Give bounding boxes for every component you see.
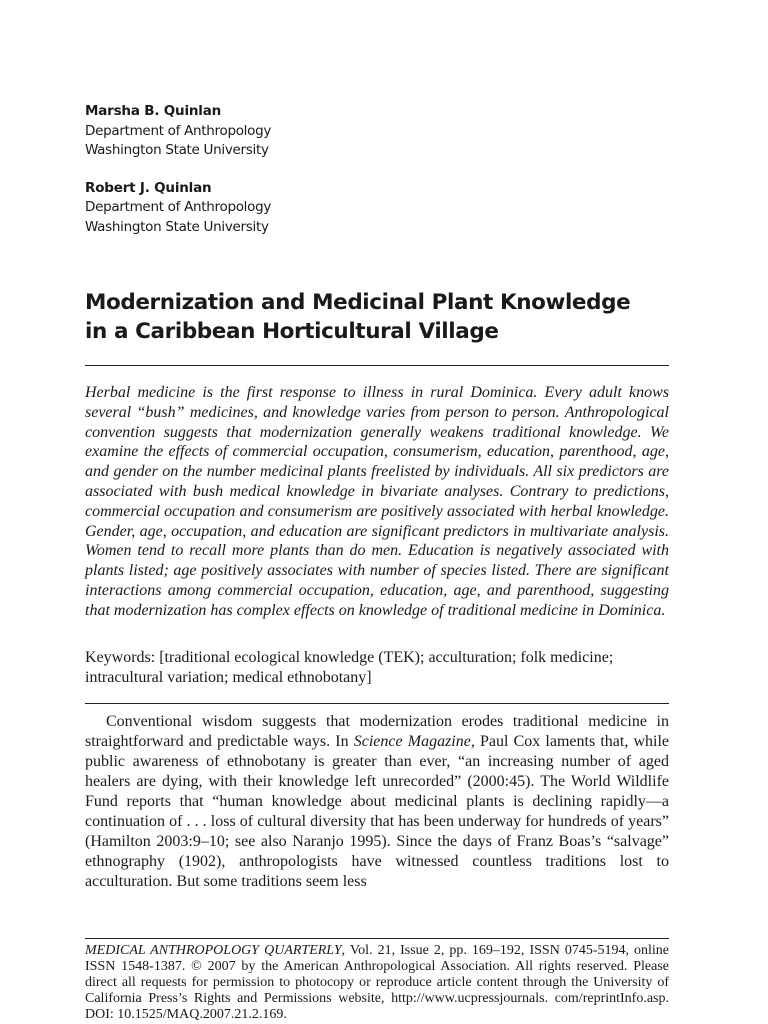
body-text-part-2: Paul Cox laments that, while public awareness of ethnobotany is greater than ever, “an increasing number of aged healers are dying, with their knowledge left unrecorded” (2000:45). The World Wildlife Fund reports that “human knowledge about medicinal plants is declining rapidly—a continuation of . . . loss of cultural diversity that has been underway for hundreds of years” (Hamilton 2003:9–10; see also Naranjo 1995). Since the days of Franz Boas’s “salvage” ethnography (1902), anthropologists have witnessed countless traditions lost to acculturation. But some traditions seem less (85, 733, 670, 890)
article-title (85, 288, 670, 346)
author-department: Department of Anthropology (85, 122, 272, 139)
footer-divider (85, 938, 669, 939)
abstract: Herbal medicine is the first response to illness in rural Dominica. Every adult knows several “bush” medicines, and knowledge varies from person to person. Anthropological convention suggests that modernization generally weakens traditional knowledge. We examine the effects of commercial occupation, consumerism, education, parenthood, age, and gender on the number medicinal plants freelisted by individuals. All six predictors are associated with bush medical knowledge in bivariate analyses. Contrary to predictions, commercial occupation and consumerism are positively associated with herbal knowledge. Gender, age, occupation, and education are significant predictors in multivariate analysis. Women tend to recall more plants than do men. Education is negatively associated with plants listed; age positively associates with number of species listed. There are significant interactions among commercial occupation, education, age, and parenthood, suggesting that modernization has complex effects on knowledge of traditional medicine in Dominica. (85, 384, 669, 619)
article-title-line-2: in a Caribbean Horticultural Village (85, 319, 499, 344)
keywords: Keywords: [traditional ecological knowledge (TEK); acculturation; folk medicine; intracultural variation; medical ethnobotany] (85, 649, 614, 686)
author-name: Marsha B. Quinlan (85, 103, 222, 119)
author-block (85, 179, 670, 238)
title-divider (85, 365, 669, 366)
author-institution: Washington State University (85, 142, 269, 158)
journal-name: MEDICAL ANTHROPOLOGY QUARTERLY (85, 943, 342, 958)
citation-details: , Vol. 21, Issue 2, pp. 169–192, ISSN 0745-5194, online ISSN 1548-1387. © 2007 by the American Anthropological Association. All rights reserved. Please direct all requests for permission to photocopy or reproduce article content through the University of California Press’s Rights and Permissions website, http://www.ucpressjournals. com/reprintInfo.asp. DOI: 10.1525/MAQ.2007.21.2.169. (85, 943, 669, 1022)
author-block (85, 102, 670, 161)
article-title-line-1: Modernization and Medicinal Plant Knowledge (85, 290, 631, 315)
body-text-part-1: Conventional wisdom suggests that modernization erodes traditional medicine in straightforward and predictable ways. In (85, 713, 669, 750)
author-name: Robert J. Quinlan (85, 179, 212, 196)
abstract-divider (85, 703, 669, 704)
author-department: Department of Anthropology (85, 199, 272, 215)
author-list (85, 102, 670, 255)
author-institution: Washington State University (85, 218, 269, 235)
journal-reference: Science Magazine, (353, 733, 475, 750)
body-paragraph (85, 712, 669, 892)
citation-footer (85, 943, 669, 1023)
